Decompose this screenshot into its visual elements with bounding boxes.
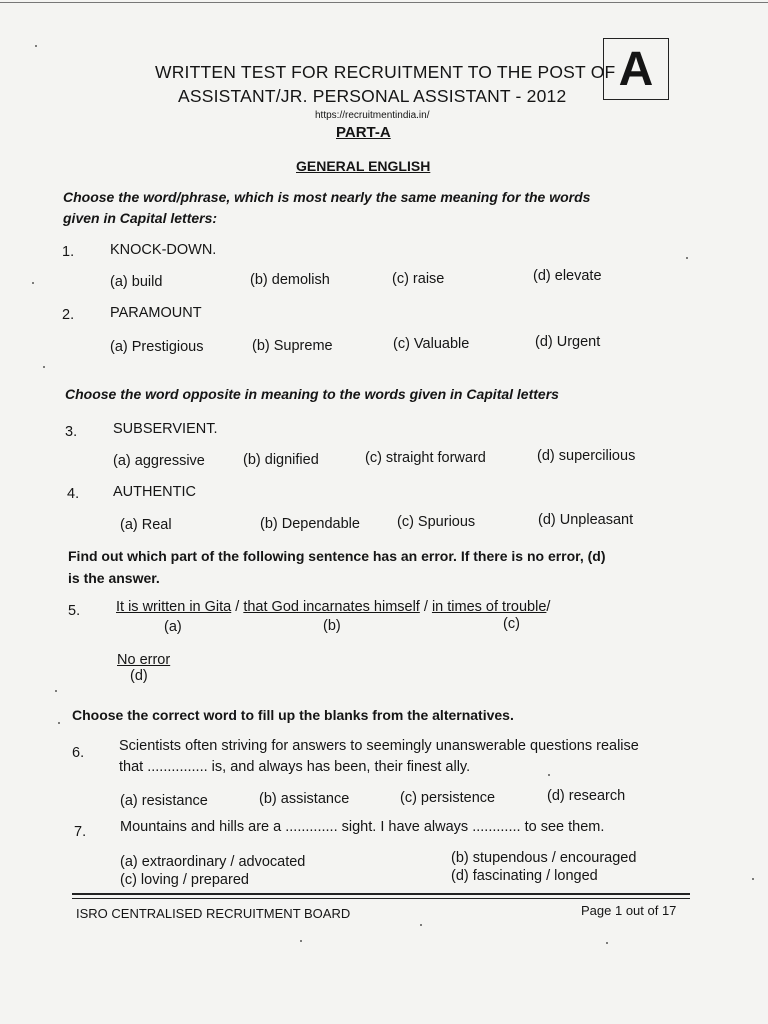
- q5-part-a: It is written in Gita: [116, 599, 232, 615]
- scan-speck: [548, 774, 550, 776]
- q6-option-b: (b) assistance: [259, 791, 350, 807]
- q4-option-a: (a) Real: [120, 517, 172, 533]
- q2-text: PARAMOUNT: [110, 305, 202, 321]
- footer-rule-thick: [72, 893, 690, 895]
- title-line-2: ASSISTANT/JR. PERSONAL ASSISTANT - 2012: [178, 86, 567, 106]
- q5-separator-3: /: [546, 599, 551, 615]
- q5-part-b: that God incarnates himself: [243, 599, 420, 615]
- footer-board-name: ISRO CENTRALISED RECRUITMENT BOARD: [76, 906, 351, 921]
- scan-speck: [606, 942, 608, 944]
- scan-speck: [300, 940, 302, 942]
- q3-option-c: (c) straight forward: [365, 450, 486, 466]
- q4-number: 4.: [67, 486, 80, 502]
- q1-text: KNOCK-DOWN.: [110, 242, 217, 258]
- q6-line-1: Scientists often striving for answers to seemingly unanswerable questions realise: [119, 738, 639, 754]
- q3-option-a: (a) aggressive: [113, 453, 205, 469]
- scan-speck: [55, 690, 57, 692]
- part-heading: PART-A: [336, 124, 391, 141]
- scan-speck: [32, 282, 34, 284]
- q5-label-d: (d): [130, 668, 148, 684]
- q1-option-c: (c) raise: [392, 271, 445, 287]
- scan-speck: [58, 722, 60, 724]
- q2-number: 2.: [62, 307, 75, 323]
- q6-option-d: (d) research: [547, 788, 626, 804]
- q5-label-c: (c): [503, 616, 520, 632]
- q2-option-c: (c) Valuable: [393, 336, 470, 352]
- q2-option-b: (b) Supreme: [252, 338, 333, 354]
- q5-separator-2: /: [423, 599, 428, 615]
- error-instruction-line-1: Find out which part of the following sentence has an error. If there is no error, (d): [68, 548, 606, 564]
- q4-option-d: (d) Unpleasant: [538, 512, 634, 528]
- q5-sentence: [116, 599, 550, 615]
- section-heading: GENERAL ENGLISH: [296, 158, 431, 174]
- q6-number: 6.: [72, 745, 85, 761]
- q4-text: AUTHENTIC: [113, 484, 196, 500]
- scan-speck: [686, 257, 688, 259]
- q5-label-a: (a): [164, 619, 182, 635]
- fill-blanks-instruction: Choose the correct word to fill up the blanks from the alternatives.: [72, 707, 514, 723]
- footer-page-number: Page 1 out of 17: [581, 903, 677, 918]
- q3-option-b: (b) dignified: [243, 452, 319, 468]
- q3-text: SUBSERVIENT.: [113, 421, 218, 437]
- q5-number: 5.: [68, 603, 81, 619]
- q7-option-b: (b) stupendous / encouraged: [451, 850, 637, 866]
- scan-speck: [752, 878, 754, 880]
- footer-rule-thin: [72, 898, 690, 899]
- title-line-1: WRITTEN TEST FOR RECRUITMENT TO THE POST OF: [155, 62, 616, 82]
- synonyms-instruction-line-1: Choose the word/phrase, which is most nearly the same meaning for the words: [63, 189, 591, 205]
- q7-number: 7.: [74, 824, 87, 840]
- antonyms-instruction: Choose the word opposite in meaning to the words given in Capital letters: [65, 386, 559, 402]
- q7-option-c: (c) loving / prepared: [120, 872, 249, 888]
- q7-text: Mountains and hills are a ............. sight. I have always ............ to see them.: [120, 819, 605, 835]
- synonyms-instruction-line-2: given in Capital letters:: [63, 210, 218, 226]
- q1-option-a: (a) build: [110, 274, 163, 290]
- q7-option-a: (a) extraordinary / advocated: [120, 854, 306, 870]
- question-set-box: A: [603, 38, 669, 100]
- q2-option-a: (a) Prestigious: [110, 339, 204, 355]
- q5-part-d: No error: [117, 652, 171, 668]
- q4-option-c: (c) Spurious: [397, 514, 476, 530]
- q6-option-a: (a) resistance: [120, 793, 208, 809]
- q3-option-d: (d) supercilious: [537, 448, 636, 464]
- q1-option-b: (b) demolish: [250, 272, 330, 288]
- q5-part-c: in times of trouble: [431, 599, 547, 615]
- q4-option-b: (b) Dependable: [260, 516, 360, 532]
- q7-option-d: (d) fascinating / longed: [451, 868, 598, 884]
- scan-speck: [43, 366, 45, 368]
- q6-line-2: that ............... is, and always has been, their finest ally.: [119, 759, 471, 775]
- scan-speck: [420, 924, 422, 926]
- scan-speck: [35, 45, 37, 47]
- error-instruction-line-2: is the answer.: [68, 570, 160, 586]
- q2-option-d: (d) Urgent: [535, 334, 601, 350]
- q6-option-c: (c) persistence: [400, 790, 496, 806]
- q3-number: 3.: [65, 424, 78, 440]
- q5-label-b: (b): [323, 618, 341, 634]
- q1-option-d: (d) elevate: [533, 268, 602, 284]
- q5-separator-1: /: [235, 599, 240, 615]
- q1-number: 1.: [62, 244, 75, 260]
- source-url: https://recruitmentindia.in/: [315, 110, 430, 121]
- top-scan-edge: [0, 2, 768, 3]
